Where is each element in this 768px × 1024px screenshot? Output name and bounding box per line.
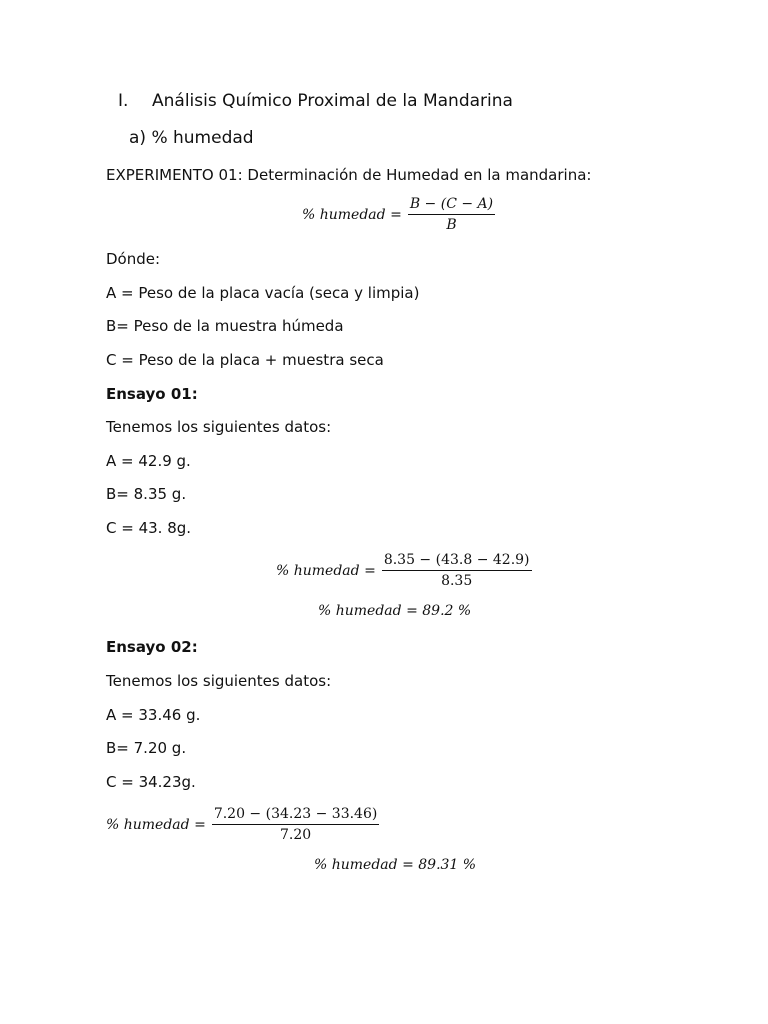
- trial-2-value-b: B= 7.20 g.: [106, 739, 187, 757]
- trial-1-result: [318, 603, 471, 619]
- trial-2-title: Ensayo 02:: [106, 638, 198, 656]
- section-number: I.: [118, 91, 129, 111]
- formula-general-lhs: % humedad =: [302, 206, 402, 223]
- experiment-label: EXPERIMENTO 01: [106, 166, 238, 184]
- definition-c: C = Peso de la placa + muestra seca: [106, 351, 384, 369]
- trial-1-title: Ensayo 01:: [106, 385, 198, 403]
- trial-2-value-a: A = 33.46 g.: [106, 706, 201, 724]
- formula-general: [302, 196, 495, 233]
- trial-2-result: [314, 857, 476, 873]
- definition-a: A = Peso de la placa vacía (seca y limpia): [106, 284, 420, 302]
- trial-1-value-b: B= 8.35 g.: [106, 485, 187, 503]
- trial-2-formula-denominator: 7.20: [279, 827, 312, 843]
- definition-b: B= Peso de la muestra húmeda: [106, 317, 344, 335]
- trial-2-intro: Tenemos los siguientes datos:: [106, 672, 332, 690]
- trial-1-intro: Tenemos los siguientes datos:: [106, 418, 332, 436]
- trial-2-formula-numerator: 7.20 − (34.23 − 33.46): [212, 806, 380, 825]
- trial-2-result-text: % humedad = 89.31 %: [314, 857, 477, 873]
- trial-2-formula: [106, 806, 379, 843]
- trial-1-formula: [276, 552, 532, 589]
- formula-general-numerator: B − (C − A): [408, 196, 495, 215]
- trial-1-result-text: % humedad = 89.2 %: [318, 603, 472, 619]
- section-title: Análisis Químico Proximal de la Mandarina: [152, 91, 513, 111]
- experiment-line: [106, 166, 591, 184]
- trial-2-value-c: C = 34.23g.: [106, 773, 196, 791]
- trial-1-formula-lhs: % humedad =: [276, 562, 376, 579]
- definitions-title: Dónde:: [106, 250, 161, 268]
- trial-1-value-c: C = 43. 8g.: [106, 519, 192, 537]
- subsection-title: a) % humedad: [129, 128, 254, 148]
- trial-1-formula-fraction: [382, 552, 532, 589]
- trial-1-value-a: A = 42.9 g.: [106, 452, 191, 470]
- trial-2-formula-fraction: [212, 806, 380, 843]
- trial-1-formula-denominator: 8.35: [441, 573, 473, 589]
- trial-2-formula-lhs: % humedad =: [106, 816, 206, 833]
- trial-1-formula-numerator: 8.35 − (43.8 − 42.9): [382, 552, 532, 571]
- formula-general-fraction: [408, 196, 495, 233]
- experiment-text: : Determinación de Humedad en la mandarina:: [237, 166, 592, 184]
- formula-general-denominator: B: [446, 217, 457, 233]
